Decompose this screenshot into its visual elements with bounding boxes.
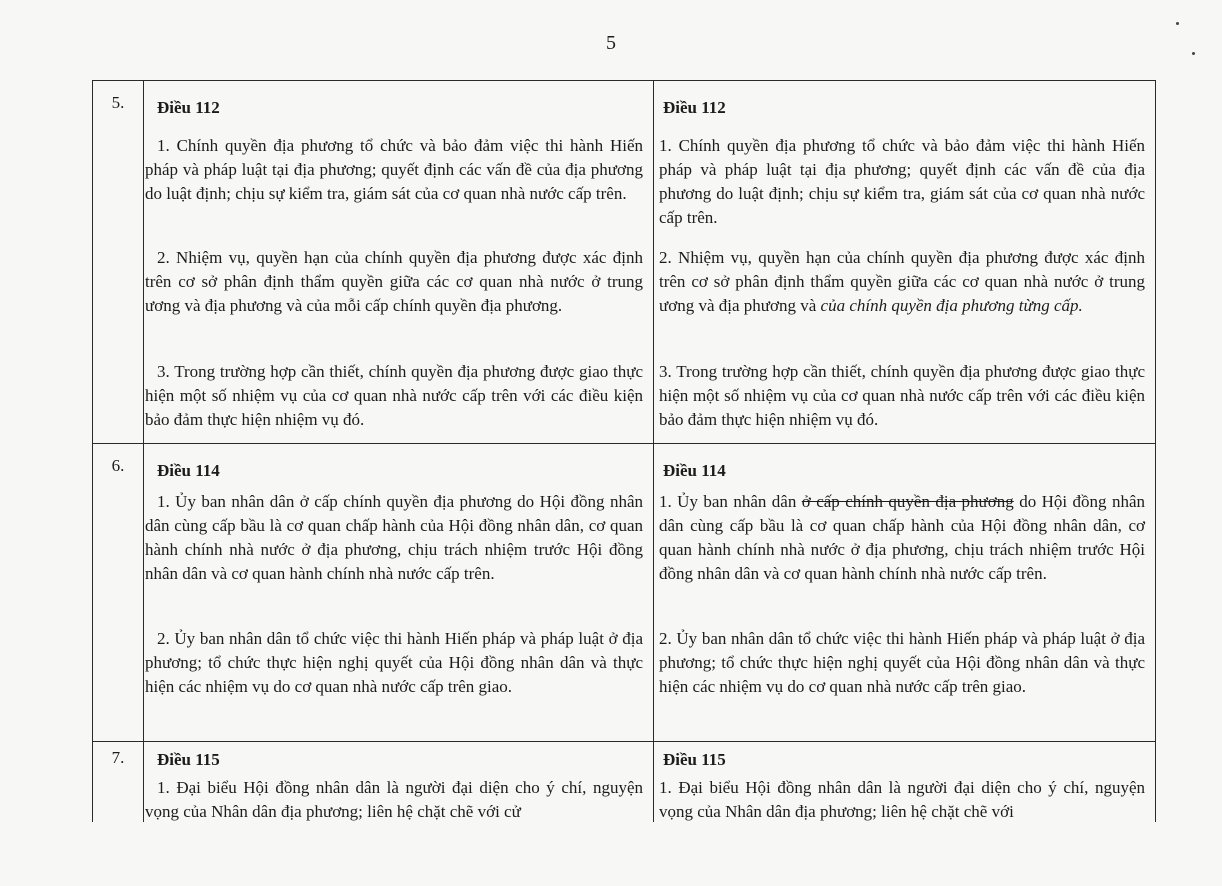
column-divider xyxy=(143,444,144,741)
column-divider xyxy=(143,81,144,443)
article-heading: Điều 114 xyxy=(663,461,726,480)
amended-text-cell xyxy=(659,444,1147,696)
paragraph: 1. Đại biểu Hội đồng nhân dân là người đại diện cho ý chí, nguyện vọng của Nhân dân địa phương; liên hệ chặt chẽ với xyxy=(659,778,1145,821)
table-row xyxy=(93,81,1155,444)
column-divider xyxy=(143,742,144,822)
article-heading: Điều 115 xyxy=(663,750,726,769)
row-number: 5. xyxy=(111,93,125,112)
column-divider xyxy=(653,81,654,443)
amended-text-cell xyxy=(659,81,1147,429)
current-text-cell xyxy=(145,444,649,696)
article-heading: Điều 114 xyxy=(157,461,220,480)
scan-speck xyxy=(1176,22,1179,25)
paragraph: 1. Ủy ban nhân dân ở cấp chính quyền địa phương do Hội đồng nhân dân cùng cấp bầu là cơ quan chấp hành của Hội đồng nhân dân, cơ quan hành chính nhà nước ở địa phương, chịu trách nhiệm trước Hội đồng nhân dân và cơ quan hành chính nhà nước cấp trên. xyxy=(659,492,1145,583)
current-text-cell xyxy=(145,81,649,429)
row-number: 7. xyxy=(111,748,125,767)
scan-speck xyxy=(1192,52,1195,55)
comparison-table xyxy=(92,80,1156,822)
paragraph: 2. Nhiệm vụ, quyền hạn của chính quyền địa phương được xác định trên cơ sở phân định thẩm quyền giữa các cơ quan nhà nước ở trung ương và địa phương và của chính quyền địa phương từng cấp. xyxy=(659,248,1145,315)
paragraph: 3. Trong trường hợp cần thiết, chính quyền địa phương được giao thực hiện một số nhiệm vụ của cơ quan nhà nước cấp trên với các điều kiện bảo đảm thực hiện nhiệm vụ đó. xyxy=(145,362,643,429)
paragraph: 1. Chính quyền địa phương tổ chức và bảo đảm việc thi hành Hiến pháp và pháp luật tại địa phương; quyết định các vấn đề của địa phương do luật định; chịu sự kiểm tra, giám sát của cơ quan nhà nước cấp trên. xyxy=(659,136,1145,227)
paragraph: 3. Trong trường hợp cần thiết, chính quyền địa phương được giao thực hiện một số nhiệm vụ của cơ quan nhà nước cấp trên với các điều kiện bảo đảm thực hiện nhiệm vụ đó. xyxy=(659,362,1145,429)
paragraph: 2. Ủy ban nhân dân tổ chức việc thi hành Hiến pháp và pháp luật ở địa phương; tổ chức thực hiện nghị quyết của Hội đồng nhân dân và thực hiện các nhiệm vụ do cơ quan nhà nước cấp trên giao. xyxy=(659,629,1145,696)
paragraph: 1. Ủy ban nhân dân ở cấp chính quyền địa phương do Hội đồng nhân dân cùng cấp bầu là cơ quan chấp hành của Hội đồng nhân dân, cơ quan hành chính nhà nước ở địa phương, chịu trách nhiệm trước Hội đồng nhân dân và cơ quan hành chính nhà nước cấp trên. xyxy=(145,492,643,583)
page-number: 5 xyxy=(606,32,616,54)
article-heading: Điều 115 xyxy=(157,750,220,769)
amended-text-cell xyxy=(659,742,1147,821)
column-divider xyxy=(653,444,654,741)
italic-amendment: của chính quyền địa phương từng cấp. xyxy=(820,296,1083,315)
column-divider xyxy=(653,742,654,822)
paragraph: 2. Ủy ban nhân dân tổ chức việc thi hành Hiến pháp và pháp luật ở địa phương; tổ chức thực hiện nghị quyết của Hội đồng nhân dân và thực hiện các nhiệm vụ do cơ quan nhà nước cấp trên giao. xyxy=(145,629,643,696)
row-number: 6. xyxy=(111,456,125,475)
current-text-cell xyxy=(145,742,649,821)
article-heading: Điều 112 xyxy=(663,98,726,117)
article-heading: Điều 112 xyxy=(157,98,220,117)
struck-text: ở cấp chính quyền địa phương xyxy=(801,492,1014,511)
paragraph: 1. Đại biểu Hội đồng nhân dân là người đại diện cho ý chí, nguyện vọng của Nhân dân địa phương; liên hệ chặt chẽ với cử xyxy=(145,778,643,821)
paragraph: 2. Nhiệm vụ, quyền hạn của chính quyền địa phương được xác định trên cơ sở phân định thẩm quyền giữa các cơ quan nhà nước ở trung ương và địa phương và của mỗi cấp chính quyền địa phương. xyxy=(145,248,643,315)
table-row xyxy=(93,444,1155,742)
table-row xyxy=(93,742,1155,822)
paragraph: 1. Chính quyền địa phương tổ chức và bảo đảm việc thi hành Hiến pháp và pháp luật tại địa phương; quyết định các vấn đề của địa phương do luật định; chịu sự kiểm tra, giám sát của cơ quan nhà nước cấp trên. xyxy=(145,136,643,203)
